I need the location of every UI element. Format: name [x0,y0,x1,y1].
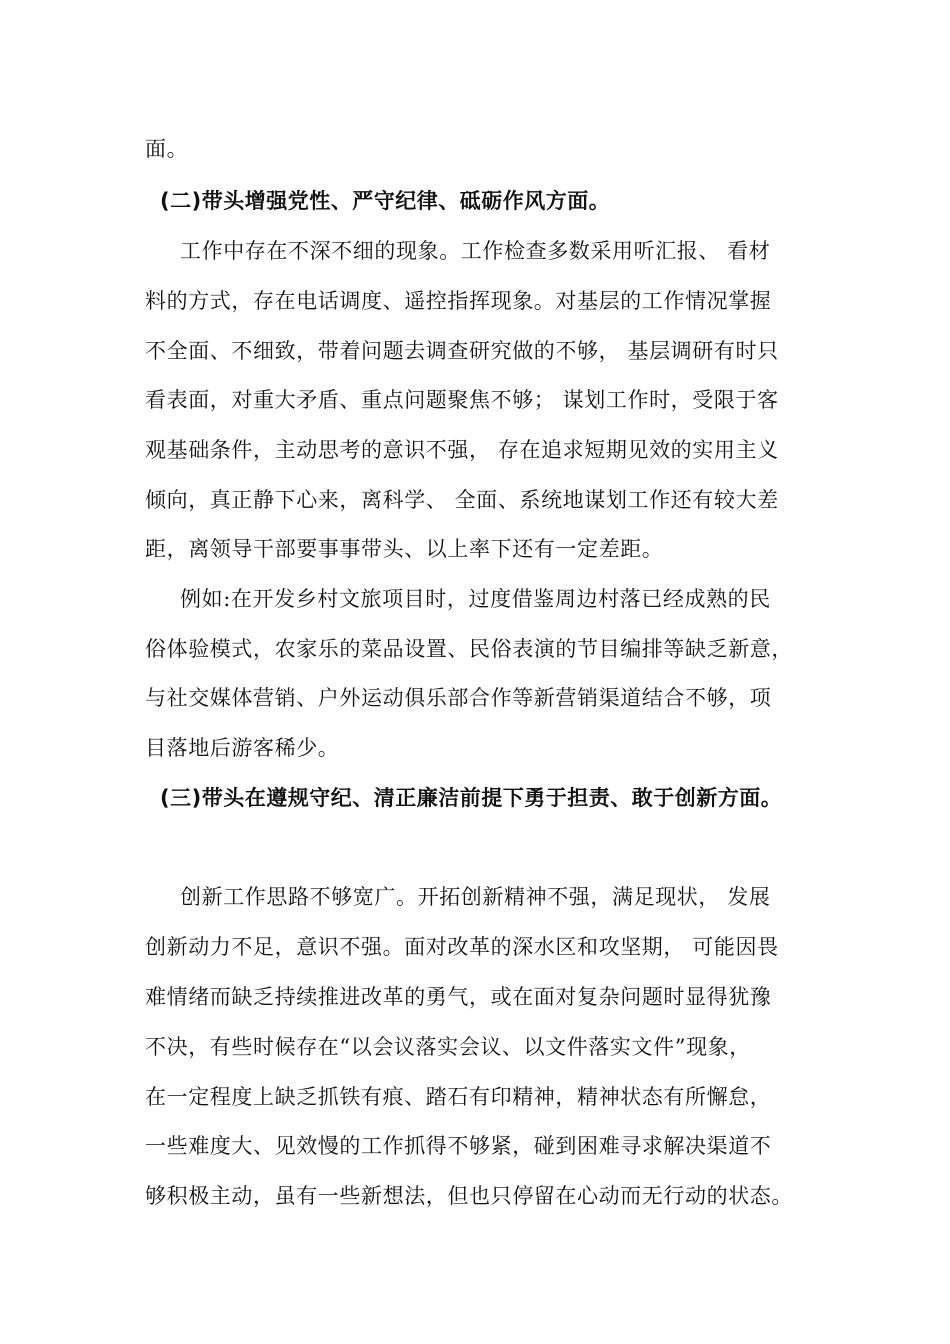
text-line-7: 观基础条件，主动思考的意识不强， 存在追求短期见效的实用主义 [145,438,779,462]
text-line-15: 创新工作思路不够宽广。开拓创新精神不强，满足现状， 发展 [180,885,771,909]
text-line-11: 俗体验模式，农家乐的菜品设置、民俗表演的节目编排等缺乏新意， [145,637,793,661]
text-line-9: 距，离领导干部要事事带头、以上率下还有一定差距。 [145,537,664,561]
text-line-18: 不决，有些时候存在“以会议落实会议、以文件落实文件”现象， [145,1035,751,1059]
text-line-10: 例如:在开发乡村文旅项目时，过度借鉴周边村落已经成熟的民 [180,587,771,611]
text-line-4: 料的方式，存在电话调度、遥控指挥现象。对基层的工作情况掌握 [145,289,772,313]
text-line-17: 难情绪而缺乏持续推进改革的勇气，或在面对复杂问题时显得犹豫 [145,985,772,1009]
text-line-5: 不全面、不细致，带着问题去调查研究做的不够， 基层调研有时只 [145,339,779,363]
text-line-3: 工作中存在不深不细的现象。工作检查多数采用听汇报、 看材 [180,239,771,263]
text-line-20: 一些难度大、见效慢的工作抓得不够紧，碰到困难寻求解决渠道不 [145,1134,772,1158]
text-line-8: 倾向，真正静下心来，离科学、 全面、系统地谋划工作还有较大差 [145,488,779,512]
section-heading-2: (二)带头增强党性、严守纪律、砥砺作风方面。 [160,189,611,213]
text-line-6: 看表面，对重大矛盾、重点问题聚焦不够； 谋划工作时，受限于客 [145,388,779,412]
text-line-13: 目落地后游客稀少。 [145,736,340,760]
text-line-21: 够积极主动，虽有一些新想法，但也只停留在心动而无行动的状态。 [145,1184,793,1208]
text-line-1: 面。 [145,137,189,161]
text-line-16: 创新动力不足，意识不强。面对改革的深水区和攻坚期， 可能因畏 [145,935,779,959]
text-line-19: 在一定程度上缺乏抓铁有痕、踏石有印精神，精神状态有所懈怠， [145,1085,772,1109]
section-heading-3: (三)带头在遵规守纪、清正廉洁前提下勇于担责、敢于创新方面。 [160,786,783,810]
text-line-12: 与社交媒体营销、户外运动俱乐部合作等新营销渠道结合不够，项 [145,686,772,710]
